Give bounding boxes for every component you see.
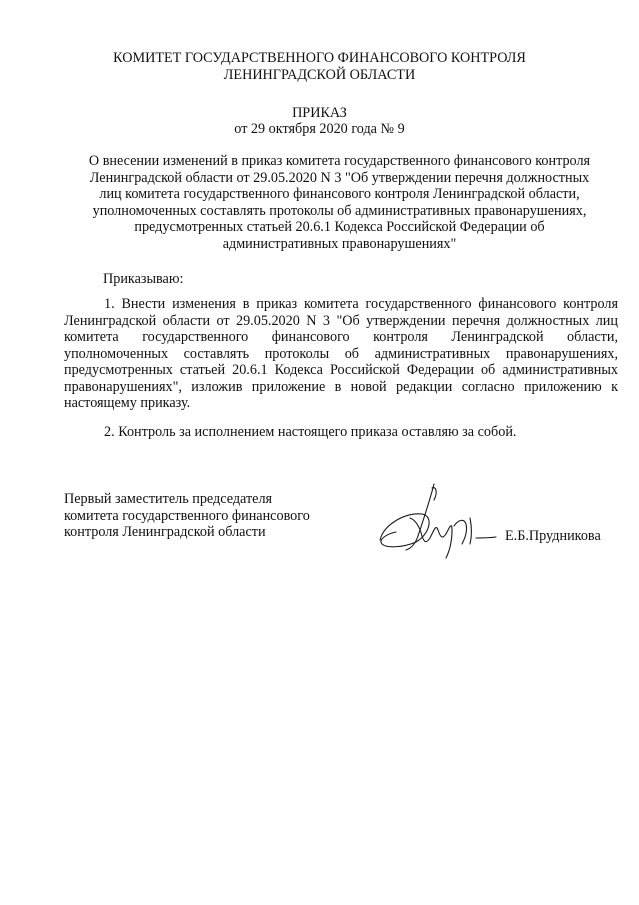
handwritten-signature: [372, 478, 502, 568]
order-item-1: 1. Внести изменения в приказ комитета государственного финансового контроля Ленинградской области от 29.05.2020 N 3 "Об утверждении перечня должностных лиц комитета государственного финансового контроля Ленинградской области, уполномоченных составлять протоколы об административных правонарушениях, предусмотренных статьей 20.6.1 Кодекса Российской Федерации об административных правонарушениях", изложив приложение в новой редакции согласно приложению к настоящему приказу.: [64, 296, 618, 411]
signer-position: [64, 491, 364, 541]
organization-name-line-2: ЛЕНИНГРАДСКОЙ ОБЛАСТИ: [223, 66, 416, 83]
signer-position-line-3: контроля Ленинградской области: [64, 524, 266, 540]
subject-line-3: лиц комитета государственного финансового контроля Ленинградской области,: [99, 186, 580, 202]
subject-line-5: предусмотренных статьей 20.6.1 Кодекса Российской Федерации об: [134, 219, 545, 235]
order-item-2: 2. Контроль за исполнением настоящего приказа оставляю за собой.: [104, 424, 517, 440]
signer-position-line-1: Первый заместитель председателя: [64, 491, 273, 507]
organization-name: [0, 50, 639, 83]
order-verb: Приказываю:: [103, 271, 184, 287]
subject-line-6: административных правонарушениях": [222, 235, 457, 252]
subject-line-2: Ленинградской области от 29.05.2020 N 3 "Об утверждении перечня должностных: [89, 169, 590, 186]
document-type: ПРИКАЗ: [292, 105, 347, 121]
subject-line-1: О внесении изменений в приказ комитета государственного финансового контроля: [88, 153, 591, 169]
signer-position-line-2: комитета государственного финансового: [64, 507, 310, 524]
document-date-number: от 29 октября 2020 года № 9: [234, 121, 405, 137]
order-subject: [62, 153, 617, 252]
organization-name-line-1: КОМИТЕТ ГОСУДАРСТВЕННОГО ФИНАНСОВОГО КОНТРОЛЯ: [113, 50, 526, 66]
subject-line-4: уполномоченных составлять протоколы об административных правонарушениях,: [92, 202, 587, 219]
signer-name: Е.Б.Прудникова: [505, 528, 601, 544]
